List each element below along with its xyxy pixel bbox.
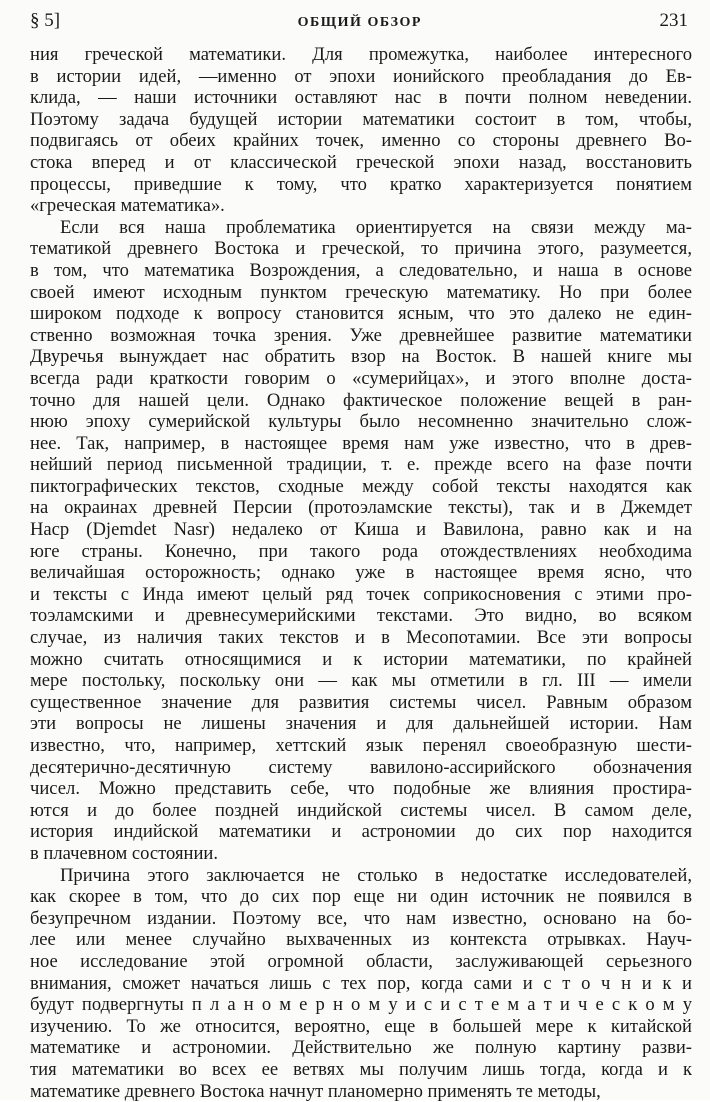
text-line: случае, из наличия таких текстов и в Месопотамии. Все эти вопросы xyxy=(30,627,692,649)
paragraph xyxy=(30,217,692,865)
text-line: клида, — наши источники оставляют нас в почти полном неведении. xyxy=(30,87,692,109)
text-line: мере постольку, поскольку они — как мы отметили в гл. III — имели xyxy=(30,670,692,692)
running-title: ОБЩИЙ ОБЗОР xyxy=(298,15,422,31)
text-line: известно, что, например, хеттский язык перенял своеобразную шести- xyxy=(30,735,692,757)
text-line: подвигаясь от обеих крайних точек, именно со стороны древнего Во- xyxy=(30,130,692,152)
text-line: лее или менее случайно выхваченных из контекста отрывках. Науч- xyxy=(30,929,692,951)
text-line: безупречном издании. Поэтому все, что нам известно, основано на бо- xyxy=(30,908,692,930)
text-line: будут подвергнуты п л а н о м е р н о м у и с и с т е м а т и ч е с к о м у xyxy=(30,994,692,1016)
text-line: тоэламскими и древнесумерийскими текстами. Это видно, во всяком xyxy=(30,605,692,627)
paragraph xyxy=(30,865,692,1102)
text-line: Поэтому задача будущей истории математики состоит в том, чтобы, xyxy=(30,109,692,131)
page-number: 231 xyxy=(659,10,688,32)
text-line: Если вся наша проблематика ориентируется на связи между ма- xyxy=(30,217,692,239)
text-line: в истории идей, —именно от эпохи ионийского преобладания до Ев- xyxy=(30,66,692,88)
text-line: Причина этого заключается не столько в недостатке исследователей, xyxy=(30,865,692,887)
text-line: ются и до более поздней индийской системы чисел. В самом деле, xyxy=(30,800,692,822)
text-line: «греческая математика». xyxy=(30,195,692,217)
text-line: изучению. То же относится, вероятно, еще в большей мере к китайской xyxy=(30,1016,692,1038)
text-line: внимания, сможет начаться лишь с тех пор, когда сами и с т о ч н и к и xyxy=(30,973,692,995)
text-line: математике и астрономии. Действительно же полную картину разви- xyxy=(30,1037,692,1059)
body-text xyxy=(30,44,692,1102)
text-line: десятерично-десятичную систему вавилоно-ассирийского обозначения xyxy=(30,757,692,779)
text-line: на окраинах древней Персии (протоэламские тексты), так и в Джемдет xyxy=(30,497,692,519)
text-line: величайшая осторожность; однако уже в настоящее время ясно, что xyxy=(30,562,692,584)
text-line: пиктографических текстов, сходные между собой тексты находятся как xyxy=(30,476,692,498)
text-line: существенное значение для развития системы чисел. Равным образом xyxy=(30,692,692,714)
text-line: Наср (Djemdet Nasr) недалеко от Киша и Вавилона, равно как и на xyxy=(30,519,692,541)
text-line: ственно возможная точка зрения. Уже древнейшее развитие математики xyxy=(30,325,692,347)
text-line: всегда ради краткости говорим о «сумерийцах», и этого вполне доста- xyxy=(30,368,692,390)
section-reference: § 5] xyxy=(30,10,60,32)
text-line: нейший период письменной традиции, т. е. прежде всего на фазе почти xyxy=(30,454,692,476)
text-line: широком подходе к вопросу становится ясным, что это далеко не един- xyxy=(30,303,692,325)
text-line: и тексты с Инда имеют целый ряд точек соприкосновения с этими про- xyxy=(30,584,692,606)
text-line: стока вперед и от классической греческой эпохи назад, восстановить xyxy=(30,152,692,174)
text-line: тия математики во всех ее ветвях мы получим лишь тогда, когда и к xyxy=(30,1059,692,1081)
text-line: Двуречья вынуждает нас обратить взор на Восток. В нашей книге мы xyxy=(30,346,692,368)
text-line: чисел. Можно представить себе, что подобные же влияния простира- xyxy=(30,778,692,800)
text-line: нее. Так, например, в настоящее время нам уже известно, что в древ- xyxy=(30,433,692,455)
text-line: процессы, приведшие к тому, что кратко характеризуется понятием xyxy=(30,174,692,196)
text-line: в плачевном состоянии. xyxy=(30,843,692,865)
text-line: математике древнего Востока начнут планомерно применять те методы, xyxy=(30,1081,692,1102)
text-line: история индийской математики и астрономии до сих пор находится xyxy=(30,821,692,843)
text-line: ное исследование этой огромной области, заслуживающей серьезного xyxy=(30,951,692,973)
text-line: нюю эпоху сумерийской культуры было несомненно значительно слож- xyxy=(30,411,692,433)
text-line: в том, что математика Возрождения, а следовательно, и наша в основе xyxy=(30,260,692,282)
text-line: тематикой древнего Востока и греческой, то причина этого, разумеется, xyxy=(30,238,692,260)
text-line: своей имеют исходным пунктом греческую математику. Но при более xyxy=(30,282,692,304)
text-line: юге страны. Конечно, при такого рода отождествлениях необходима xyxy=(30,541,692,563)
text-line: можно считать относящимися и к истории математики, по крайней xyxy=(30,649,692,671)
running-head xyxy=(30,10,688,36)
text-line: точно для нашей цели. Однако фактическое положение вещей в ран- xyxy=(30,390,692,412)
text-line: как скорее в том, что до сих пор еще ни один источник не появился в xyxy=(30,886,692,908)
paragraph xyxy=(30,44,692,217)
text-line: эти вопросы не лишены значения и для дальнейшей истории. Нам xyxy=(30,713,692,735)
text-line: ния греческой математики. Для промежутка, наиболее интересного xyxy=(30,44,692,66)
